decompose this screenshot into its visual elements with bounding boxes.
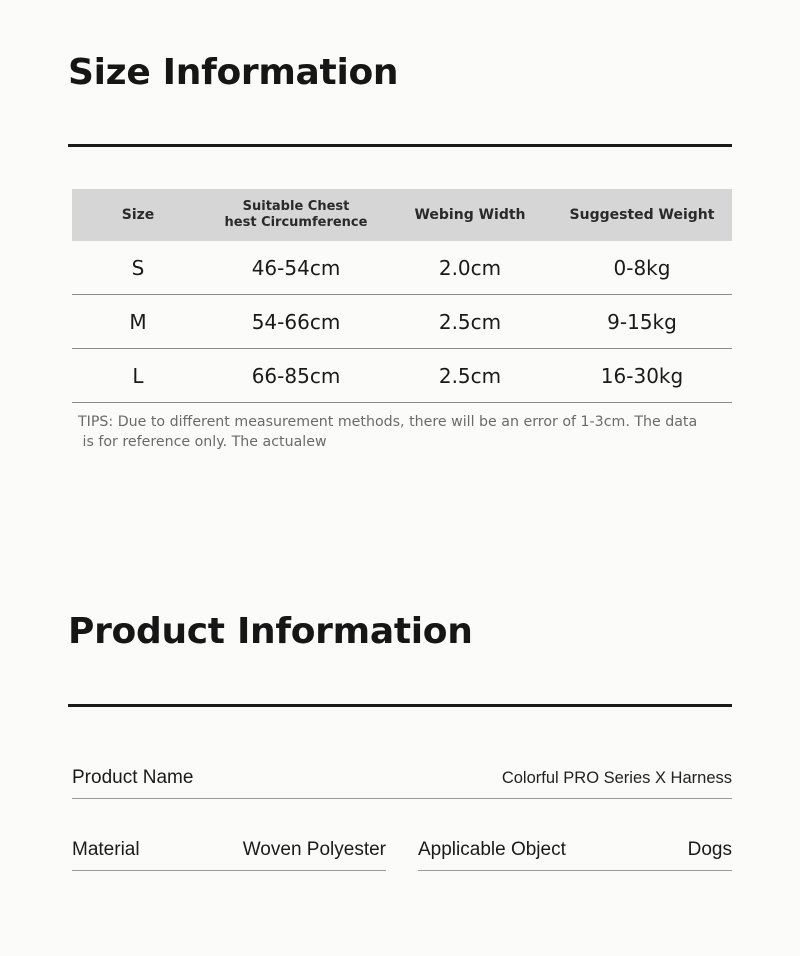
applicable-object-row: [418, 830, 732, 871]
product-name-row: [72, 758, 732, 799]
row-size: M: [129, 309, 147, 334]
size-information-title: Size Information: [68, 52, 399, 93]
size-title-divider: [68, 144, 732, 147]
tips-note: [78, 412, 738, 452]
tips-line2: is for reference only. The actualew: [78, 434, 327, 450]
material-value: Woven Polyester: [242, 839, 386, 860]
row-weight: 16-30kg: [600, 363, 684, 388]
size-table: [72, 189, 732, 403]
row-weight: 9-15kg: [607, 309, 677, 334]
header-webbing: Webing Width: [414, 207, 526, 223]
row-chest: 54-66cm: [251, 309, 341, 334]
product-title-divider: [68, 704, 732, 707]
row-chest: 66-85cm: [251, 363, 341, 388]
tips-line1: TIPS: Due to different measurement methods, there will be an error of 1-3cm. The data: [78, 414, 698, 430]
product-information-title: Product Information: [68, 611, 473, 652]
material-row: [72, 830, 386, 871]
product-name-label: Product Name: [72, 767, 194, 788]
row-weight: 0-8kg: [613, 255, 671, 280]
material-label: Material: [72, 839, 140, 860]
header-size: Size: [121, 207, 155, 223]
row-chest: 46-54cm: [251, 255, 341, 280]
product-name-value: Colorful PRO Series X Harness: [501, 768, 732, 787]
table-row: [72, 295, 732, 349]
row-webbing: 2.5cm: [438, 363, 502, 388]
header-chest-line2: hest Circumference: [224, 215, 368, 230]
applicable-object-label: Applicable Object: [418, 839, 566, 860]
header-weight: Suggested Weight: [569, 207, 715, 223]
size-table-header: [72, 189, 732, 241]
table-row: [72, 241, 732, 295]
row-size: L: [132, 363, 144, 388]
row-size: S: [131, 255, 145, 280]
row-webbing: 2.0cm: [438, 255, 502, 280]
header-chest-line1: Suitable Chest: [242, 199, 350, 214]
header-chest: [204, 199, 388, 231]
row-webbing: 2.5cm: [438, 309, 502, 334]
table-row: [72, 349, 732, 403]
applicable-object-value: Dogs: [687, 839, 732, 860]
